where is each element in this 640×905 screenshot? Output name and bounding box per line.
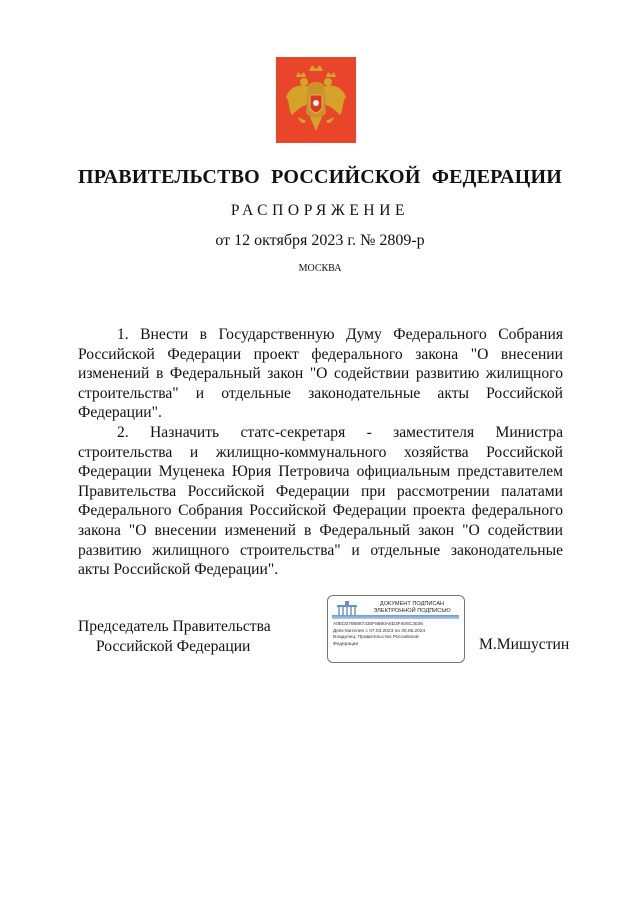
stamp-header-line1: ДОКУМЕНТ ПОДПИСАН — [379, 601, 445, 607]
stamp-owner-line2: Федерации — [333, 641, 359, 647]
stamp-validity: Действителен с 07.03.2023 по 30.05.2024 — [333, 628, 426, 634]
stamp-header — [364, 601, 460, 615]
organization-title: ПРАВИТЕЛЬСТВО РОССИЙСКОЙ ФЕДЕРАЦИИ — [78, 166, 562, 188]
signatory-title — [78, 617, 278, 656]
stamp-info — [333, 622, 461, 648]
document-date-number: от 12 октября 2023 г. № 2809-р — [215, 232, 425, 249]
document-city: МОСКВА — [298, 263, 342, 274]
paragraph-1: 1. Внести в Государственную Думу Федерального Собрания Российской Федерации проект федерального закона "О внесении изменений в Федеральный закон "О содействии развитию жилищного строительства" и отдельные законодательные акты Российской Федерации". — [78, 326, 563, 422]
signatory-title-line1: Председатель Правительства — [78, 618, 271, 635]
signatory-title-line2: Российской Федерации — [96, 637, 251, 655]
stamp-owner-line1: Владелец: Правительство Российской — [333, 635, 419, 641]
stamp-header-line2: ЭЛЕКТРОННОЙ ПОДПИСЬЮ — [373, 608, 451, 614]
stamp-stripe — [332, 615, 459, 619]
document-type: РАСПОРЯЖЕНИЕ — [230, 202, 410, 219]
document-body — [78, 325, 563, 580]
paragraph-2: 2. Назначить статс-секретаря - заместителя Министра строительства и жилищно-коммунального хозяйства Российской Федерации Муценека Юрия Петровича официальным представителем Правительства Российской Федерации при рассмотрении палатами Федерального Собрания Российской Федерации проекта федерального закона "О внесении изменений в Федеральный закон "О содействии развитию жилищного строительства" и отдельные законодательные акты Российской Федерации". — [78, 423, 563, 579]
stamp-certificate: A0ED3788887330F8880A6D3F406C3036 — [333, 622, 423, 627]
electronic-signature-stamp — [327, 595, 465, 663]
signatory-name: М.Мишустин — [479, 636, 570, 653]
coat-of-arms-icon — [276, 57, 356, 143]
